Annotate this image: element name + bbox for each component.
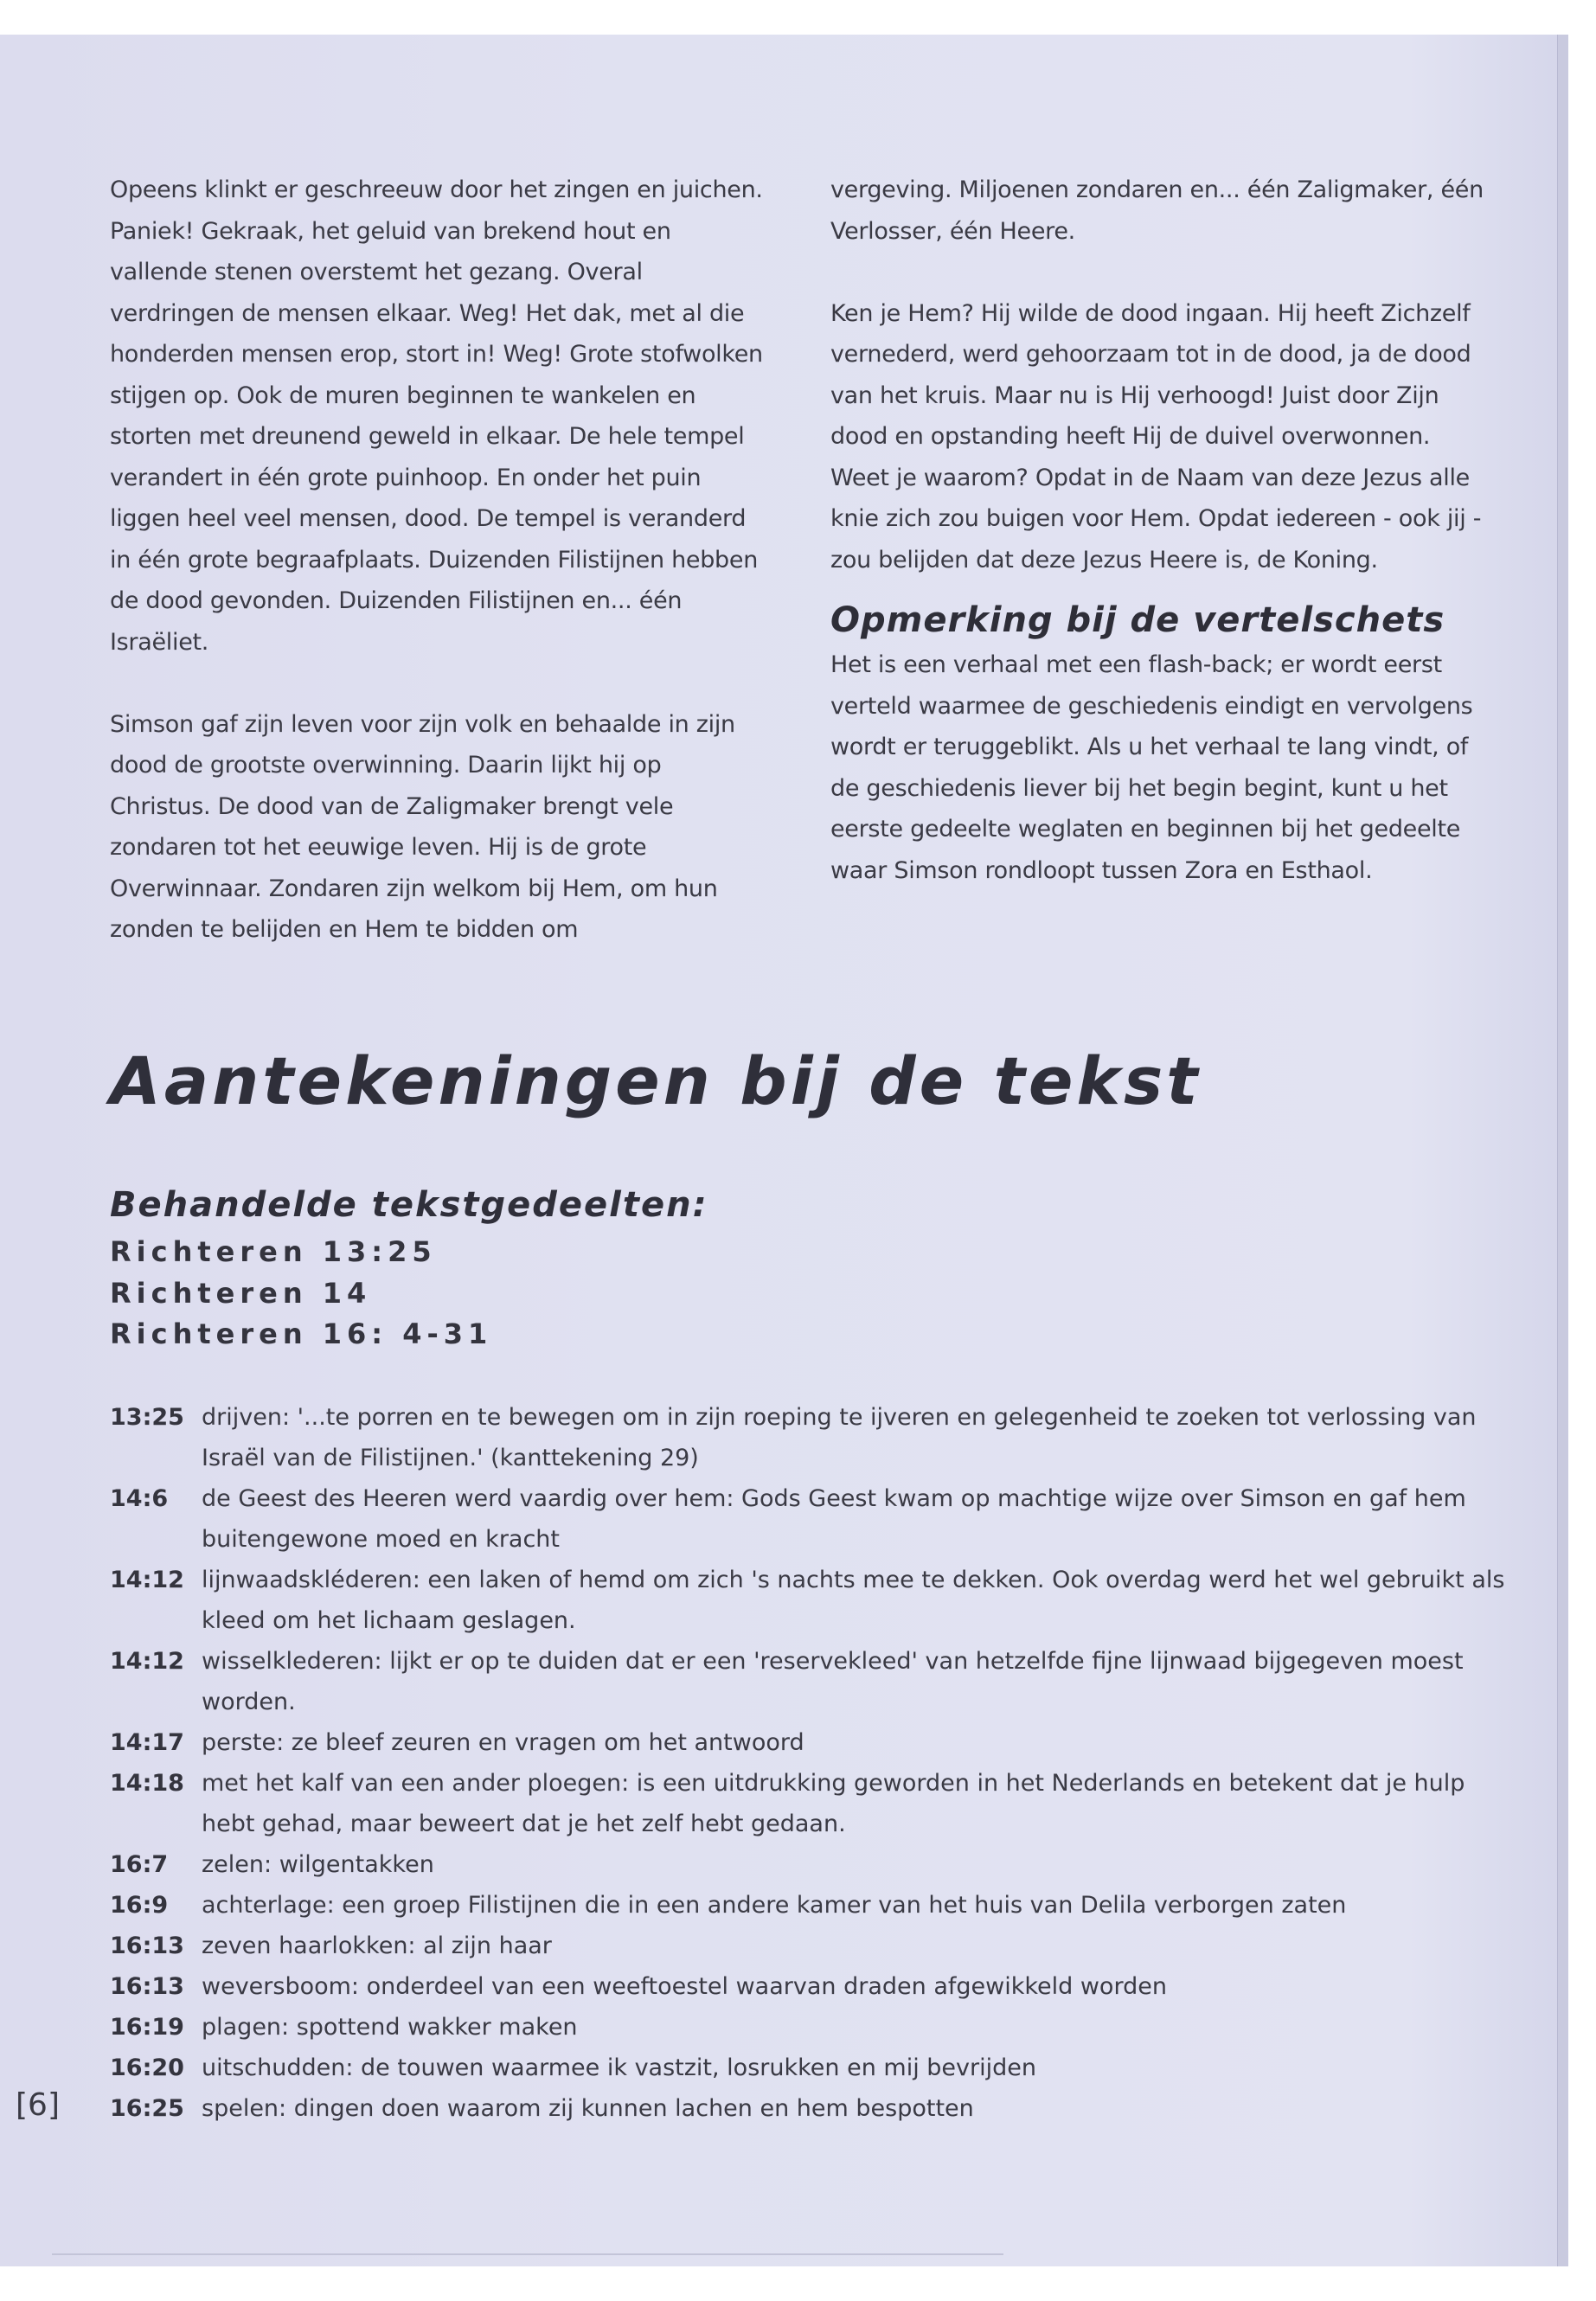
note-text: perste: ze bleef zeuren en vragen om het antwoord [202, 1729, 804, 1756]
page-edge [1557, 35, 1568, 2266]
note-text: zelen: wilgentakken [202, 1851, 434, 1878]
note-verse: 14:12 [110, 1567, 184, 1593]
reference: Richteren 16: 4-31 [110, 1317, 493, 1350]
remark-heading: Opmerking bij de vertelschets [830, 600, 1445, 640]
note-verse: 16:9 [110, 1892, 169, 1919]
section-subtitle: Behandelde tekstgedeelten: [110, 1185, 708, 1225]
notes-list [110, 1397, 1511, 2129]
note-text: met het kalf van een ander ploegen: is een uitdrukking geworden in het Nederlands en betekent dat je hulp hebt gehad, maar beweert dat je het zelf hebt gedaan. [202, 1770, 1465, 1837]
section-title: Aantekeningen bij de tekst [110, 1042, 1202, 1119]
note-verse: 16:20 [110, 2054, 184, 2081]
note-verse: 16:13 [110, 1973, 184, 2000]
page-number: [6] [16, 2087, 60, 2123]
note-verse: 14:18 [110, 1770, 184, 1797]
note-text: uitschudden: de touwen waarmee ik vastzit, losrukken en mij bevrijden [202, 2054, 1036, 2081]
note-verse: 14:12 [110, 1648, 184, 1675]
divider [52, 2253, 1003, 2255]
paragraph: Ken je Hem? Hij wilde de dood ingaan. Hij heeft Zichzelf vernederd, werd gehoorzaam tot in de dood, ja de dood van het kruis. Maar nu is Hij verhoogd! Juist door Zijn dood en opstanding heeft Hij de duivel overwonnen. Weet je waarom? Opdat in de Naam van deze Jezus alle knie zich zou buigen voor Hem. Opdat iedereen - ook jij - zou belijden dat deze Jezus Heere is, de Koning. [830, 299, 1482, 574]
note-item [110, 2007, 1511, 2048]
note-text: de Geest des Heeren werd vaardig over hem: Gods Geest kwam op machtige wijze over Simson en gaf hem buitengewone moed en kracht [202, 1485, 1466, 1553]
note-verse: 14:6 [110, 1485, 169, 1512]
reference: Richteren 14 [110, 1276, 372, 1310]
reference: Richteren 13:25 [110, 1235, 437, 1268]
note-text: weversboom: onderdeel van een weeftoestel waarvan draden afgewikkeld worden [202, 1973, 1167, 2000]
note-item [110, 1844, 1511, 1885]
paragraph: Simson gaf zijn leven voor zijn volk en behaalde in zijn dood de grootste overwinning. Daarin lijkt hij op Christus. De dood van de Zaligmaker brengt vele zondaren tot het eeuwige leven. Hij is de grote Overwinnaar. Zondaren zijn welkom bij Hem, om hun zonden te belijden en Hem te bidden om [110, 710, 735, 943]
note-item [110, 1926, 1511, 1966]
note-verse: 16:13 [110, 1932, 184, 1959]
note-verse: 13:25 [110, 1404, 184, 1431]
note-item [110, 1397, 1511, 1478]
note-verse: 16:7 [110, 1851, 169, 1878]
note-item [110, 2048, 1511, 2088]
note-item [110, 1763, 1511, 1844]
note-item [110, 1560, 1511, 1641]
note-text: drijven: '...te porren en te bewegen om in zijn roeping te ijveren en gelegenheid te zoeken tot verlossing van Israël van de Filistijnen.' (kanttekening 29) [202, 1404, 1477, 1471]
note-text: spelen: dingen doen waarom zij kunnen lachen en hem bespotten [202, 2095, 974, 2122]
note-item [110, 1966, 1511, 2007]
reference-list [110, 1232, 492, 1356]
note-item [110, 1885, 1511, 1926]
note-text: plagen: spottend wakker maken [202, 2014, 578, 2041]
left-column [110, 170, 767, 951]
note-text: zeven haarlokken: al zijn haar [202, 1932, 552, 1959]
note-item [110, 1478, 1511, 1560]
note-item [110, 1641, 1511, 1722]
paragraph: vergeving. Miljoenen zondaren en... één Zaligmaker, één Verlosser, één Heere. [830, 176, 1484, 245]
note-verse: 16:25 [110, 2095, 184, 2122]
note-text: wisselklederen: lijkt er op te duiden dat er een 'reservekleed' van hetzelfde fijne lijnwaad bijgegeven moest worden. [202, 1648, 1464, 1715]
note-item [110, 2088, 1511, 2129]
paragraph: Opeens klinkt er geschreeuw door het zingen en juichen. Paniek! Gekraak, het geluid van brekend hout en vallende stenen overstemt het gezang. Overal verdringen de mensen elkaar. Weg! Het dak, met al die honderden mensen erop, stort in! Weg! Grote stofwolken stijgen op. Ook de muren beginnen te wankelen en storten met dreunend geweld in elkaar. De hele tempel verandert in één grote puinhoop. En onder het puin liggen heel veel mensen, dood. De tempel is veranderd in één grote begraafplaats. Duizenden Filistijnen hebben de dood gevonden. Duizenden Filistijnen en... één Israëliet. [110, 176, 763, 656]
note-verse: 16:19 [110, 2014, 184, 2041]
note-text: lijnwaadskléderen: een laken of hemd om zich 's nachts mee te dekken. Ook overdag werd het wel gebruikt als kleed om het lichaam geslagen. [202, 1567, 1505, 1634]
note-text: achterlage: een groep Filistijnen die in een andere kamer van het huis van Delila verborgen zaten [202, 1892, 1347, 1919]
right-column [830, 170, 1488, 891]
note-item [110, 1722, 1511, 1763]
remark-text: Het is een verhaal met een flash-back; er wordt eerst verteld waarmee de geschiedenis eindigt en vervolgens wordt er teruggeblikt. Als u het verhaal te lang vindt, of de geschiedenis liever bij het begin begint, kunt u het eerste gedeelte weglaten en beginnen bij het gedeelte waar Simson rondloopt tussen Zora en Esthaol. [830, 651, 1473, 884]
note-verse: 14:17 [110, 1729, 184, 1756]
